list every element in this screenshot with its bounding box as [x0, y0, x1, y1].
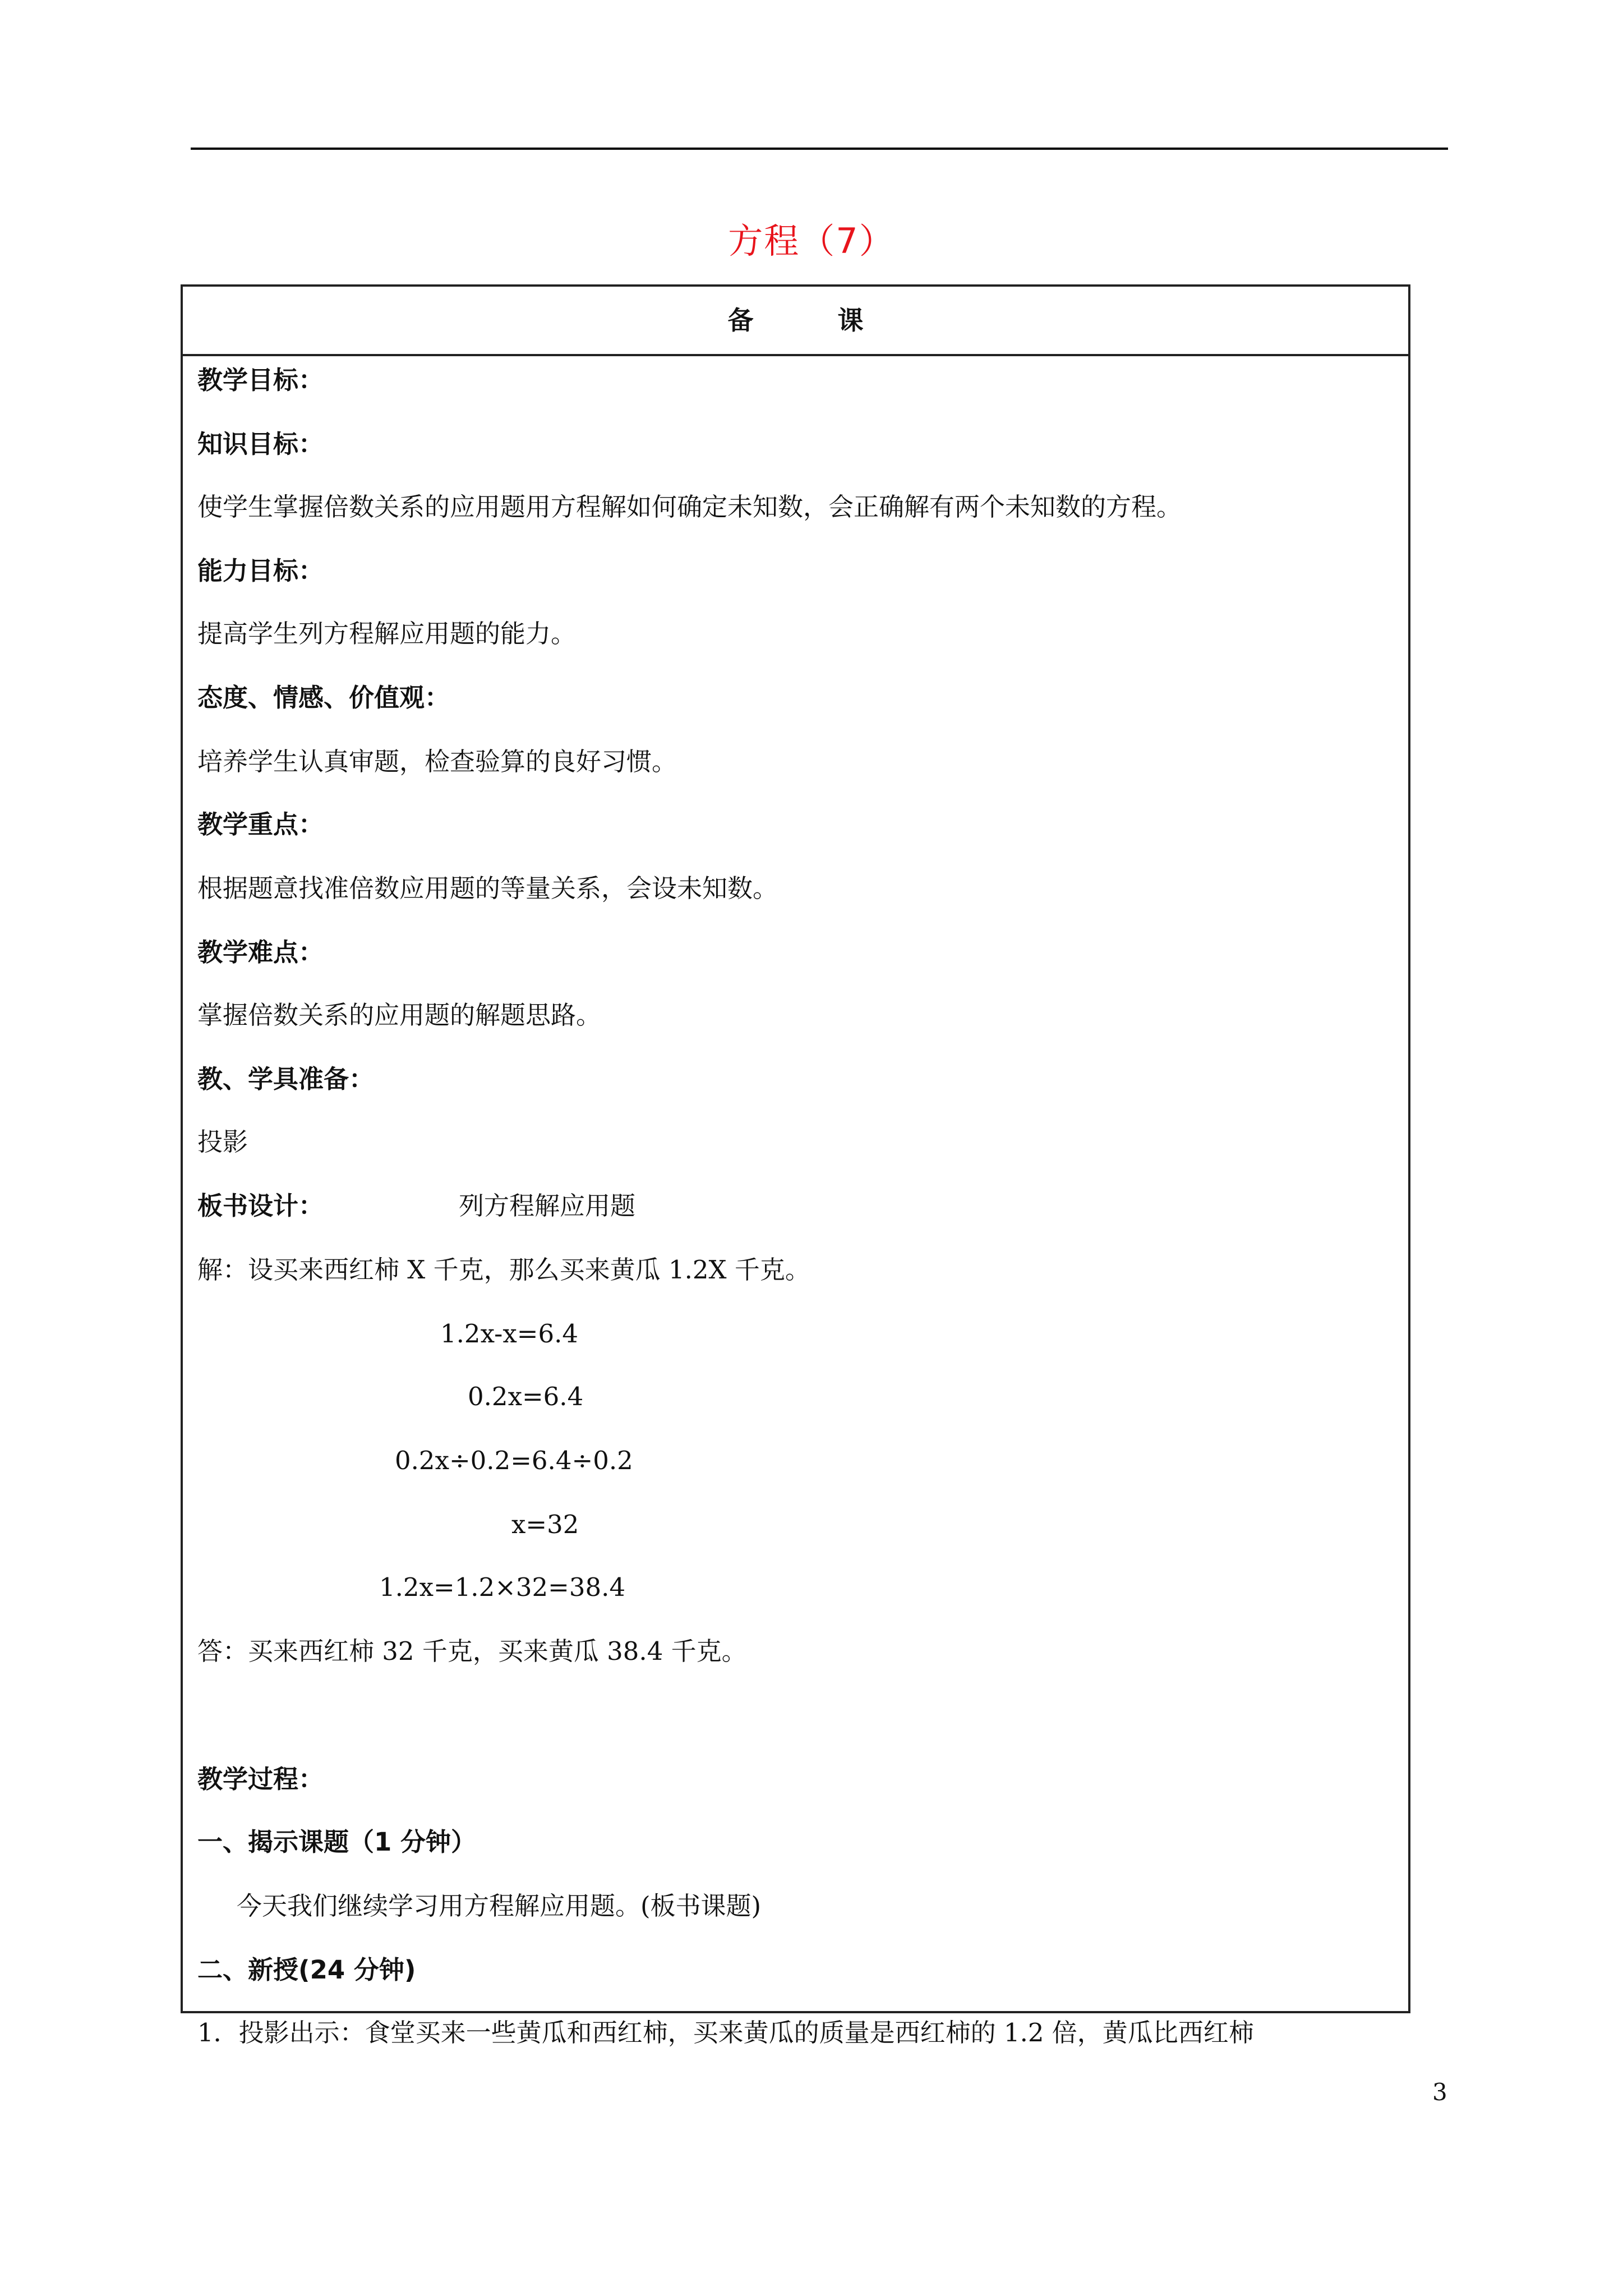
tools-heading: 教、学具准备： [197, 1064, 375, 1094]
header-rule [191, 148, 1448, 150]
equation-step-1: 1.2x-x=6.4 [440, 1319, 579, 1349]
knowledge-goal-heading: 知识目标： [197, 429, 324, 459]
goals-heading: 教学目标： [197, 365, 324, 395]
process-heading: 教学过程： [197, 1764, 324, 1794]
frame-header [183, 287, 1408, 356]
page-number: 3 [1432, 2078, 1447, 2106]
header-left-char: 备 [727, 305, 754, 335]
difficulty-heading: 教学难点： [197, 937, 324, 967]
item-1-text: 1．投影出示：食堂买来一些黄瓜和西红柿，买来黄瓜的质量是西红柿的 1.2 倍，黄瓜比西红柿 [197, 2018, 1254, 2047]
equation-step-5: 1.2x=1.2×32=38.4 [379, 1572, 626, 1602]
solution-intro: 解：设买来西红柿 X 千克，那么买来黄瓜 1.2X 千克。 [197, 1255, 810, 1285]
document-title: 方程（7） [728, 220, 895, 261]
key-point-heading: 教学重点： [197, 809, 324, 839]
answer-line: 答：买来西红柿 32 千克，买来黄瓜 38.4 千克。 [197, 1636, 747, 1666]
key-point-text: 根据题意找准倍数应用题的等量关系，会设未知数。 [197, 873, 778, 903]
attitude-goal-text: 培养学生认真审题，检查验算的良好习惯。 [197, 747, 677, 776]
section-2-heading: 二、新授(24 分钟) [197, 1955, 416, 1985]
equation-step-2: 0.2x=6.4 [468, 1382, 584, 1411]
section-1-heading: 一、揭示课题（1 分钟） [197, 1827, 476, 1857]
section-1-text: 今天我们继续学习用方程解应用题。(板书课题) [237, 1891, 762, 1921]
tools-text: 投影 [197, 1127, 248, 1157]
board-title: 列方程解应用题 [459, 1191, 636, 1221]
attitude-goal-heading: 态度、情感、价值观： [197, 683, 450, 712]
header-right-char: 课 [837, 305, 864, 335]
knowledge-goal-text: 使学生掌握倍数关系的应用题用方程解如何确定未知数，会正确解有两个未知数的方程。 [197, 492, 1182, 522]
equation-step-3: 0.2x÷0.2=6.4÷0.2 [395, 1446, 633, 1475]
difficulty-text: 掌握倍数关系的应用题的解题思路。 [197, 1000, 602, 1030]
board-design-heading: 板书设计： [197, 1191, 324, 1221]
lesson-frame [181, 284, 1410, 2013]
ability-goal-heading: 能力目标： [197, 556, 324, 586]
ability-goal-text: 提高学生列方程解应用题的能力。 [197, 619, 577, 648]
equation-step-4: x=32 [511, 1510, 579, 1539]
